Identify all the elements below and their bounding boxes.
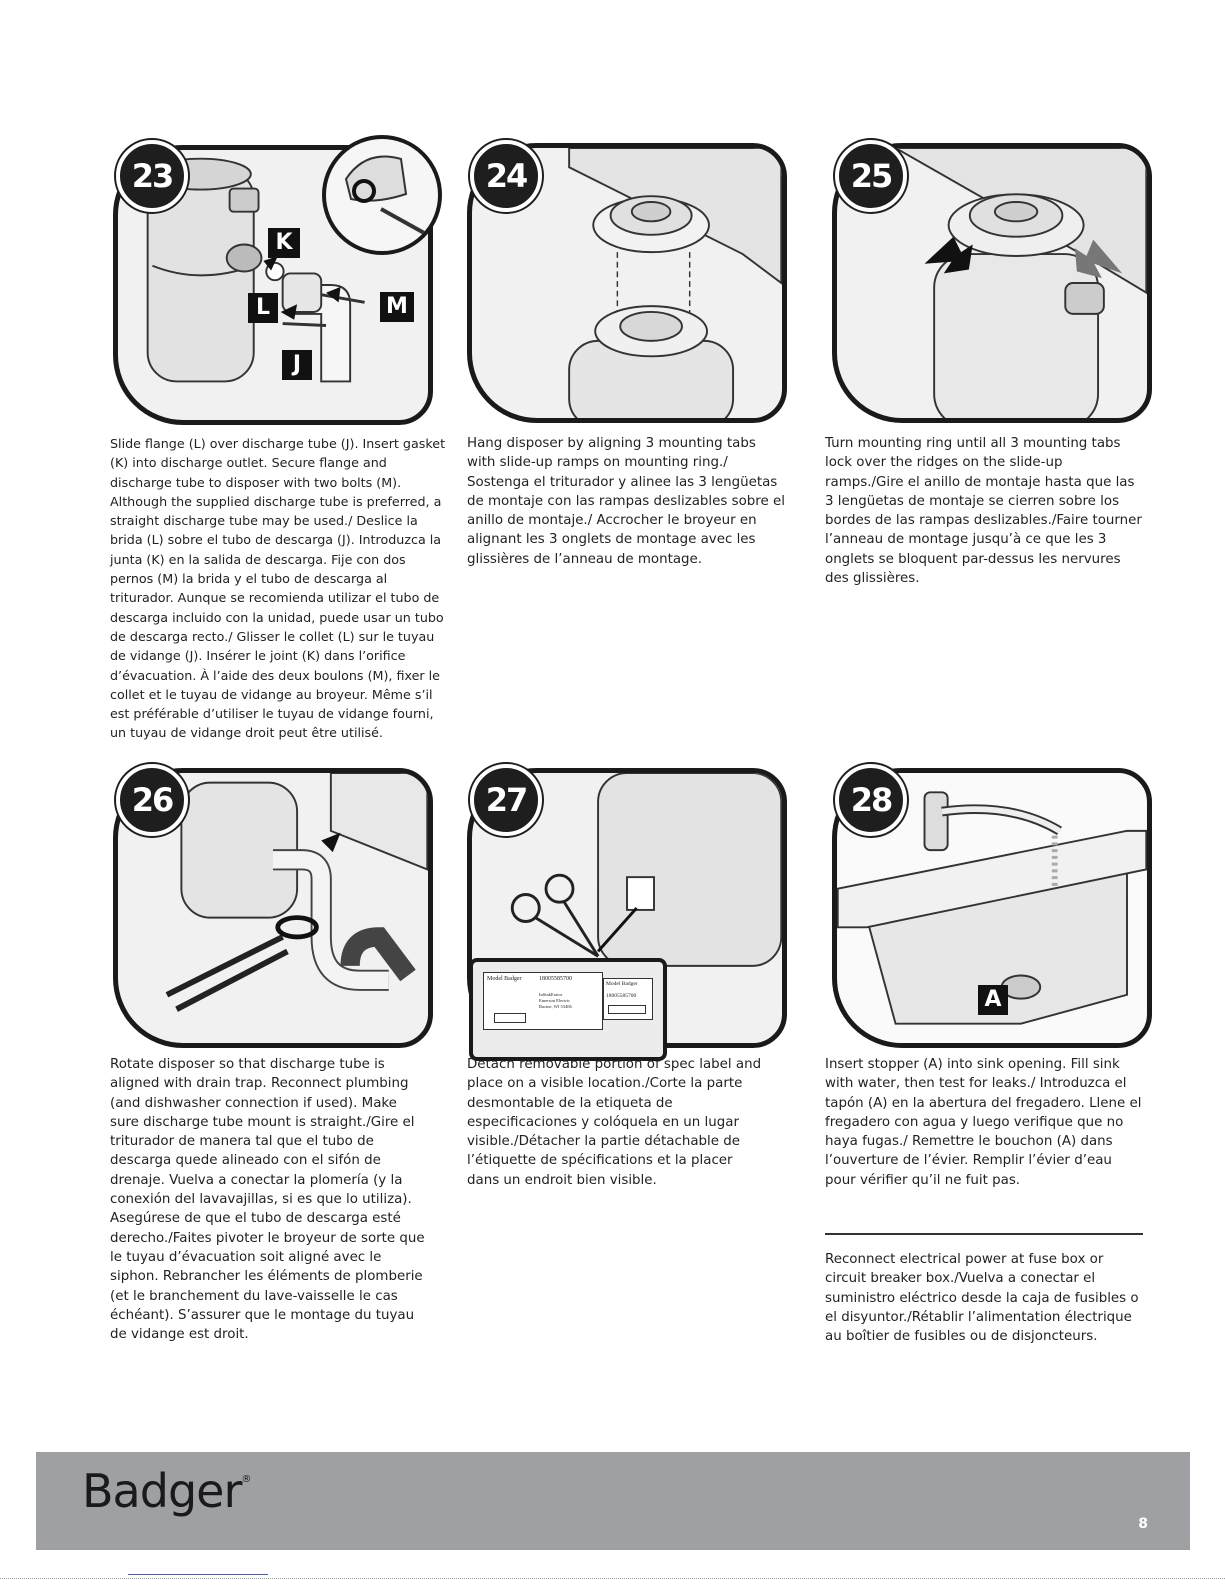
label-m: M <box>380 292 414 322</box>
step-23-text: Slide flange (L) over discharge tube (J). Insert gasket (K) into discharge outlet. Secure flange and discharge tube to disposer with two bolts (M). Although the supplied discharge tube is preferred, a straight discharge tube may be used./ Deslice la brida (L) sobre el tubo de descarga (J). Introduzca la junta (K) en la salida de descarga. Fije con dos pernos (M) la brida y el tubo de descarga al triturador. Aunque se recomienda utilizar el tubo de descarga incluido con la unidad, puede usar un tubo de descarga recto./ Glisser le collet (L) sur le tuyau de vidange (J). Insérer le joint (K) dans l’orifice d’évacuation. À l’aide des deux boulons (M), fixer le collet et le tuyau de vidange au broyeur. Même s’il est préférable d’utiliser le tuyau de vidange fourni, un tuyau de vidange droit peut être utilisé. <box>110 436 446 741</box>
page-footer <box>36 1452 1190 1550</box>
step-28-divider <box>825 1233 1143 1235</box>
tear-off-serial: 18005585700 <box>606 993 637 999</box>
step-26-number-badge: 26 <box>116 764 188 836</box>
step-28-text: Insert stopper (A) into sink opening. Fill sink with water, then test for leaks./ Introduzca el tapón (A) en la abertura del fregadero. Llene el fregadero con agua y luego verifique que no haya fugas./ Remettre le bouchon (A) dans l’ouverture de l’évier. Remplir l’évier d’eau pour vérifier qu’il ne fuit pas. <box>825 1057 1142 1188</box>
label-k: K <box>268 228 300 258</box>
spec-label-card <box>469 958 667 1061</box>
spec-label <box>483 972 603 1030</box>
step-24-number-badge: 24 <box>470 140 542 212</box>
step-27-number-badge: 27 <box>470 764 542 836</box>
spec-label-model: Model Badger <box>487 976 522 982</box>
brand-name: Badger <box>82 1464 242 1518</box>
bottom-divider <box>0 1578 1225 1579</box>
bottom-link-underline <box>128 1574 268 1575</box>
spec-label-serial: 18005585700 <box>539 976 572 982</box>
trademark-symbol: ® <box>241 1474 251 1485</box>
tear-off-barcode <box>608 1005 646 1014</box>
step-27-text: Detach removable portion of spec label and place on a visible location./Corte la parte desmontable de la etiqueta de especificaciones y colóquela en un lugar visible./Détacher la partie détachable de l’étiquette de spécifications et la placer dans un endroit bien visible. <box>467 1057 762 1188</box>
step-23-inset-drawing <box>326 139 438 251</box>
spec-label-line2: Emerson Electric <box>539 998 571 1003</box>
label-a: A <box>978 985 1008 1015</box>
page-number: 8 <box>1138 1516 1148 1532</box>
step-24-text: Hang disposer by aligning 3 mounting tabs with slide-up ramps on mounting ring./ Sostenga el triturador y alinee las 3 lengüetas de montaje con las rampas deslizables sobre el anillo de montaje./ Accrocher le broyeur en alignant les 3 onglets de montage avec les glissières de l’anneau de montage. <box>467 436 785 567</box>
step-23-number-badge: 23 <box>116 140 188 212</box>
tear-off-model: Model Badger <box>606 981 638 987</box>
step-28-text-power: Reconnect electrical power at fuse box or circuit breaker box./Vuelva a conectar el suministro eléctrico desde la caja de fusibles o el disyuntor./Rétablir l’alimentation électrique au boîtier de fusibles ou de disjoncteurs. <box>825 1252 1139 1345</box>
step-23-inset <box>322 135 442 255</box>
step-28-number-badge: 28 <box>835 764 907 836</box>
brand-logo <box>82 1464 250 1518</box>
step-25-text: Turn mounting ring until all 3 mounting tabs lock over the ridges on the slide-up ramps./Gire el anillo de montaje hasta que las 3 lengüetas de montaje se cierren sobre los bordes de las rampas deslizables./Faire tourner l’anneau de montage jusqu’à ce que les 3 onglets se bloquent par-dessus les nervures des glissières. <box>825 436 1142 587</box>
step-26-text: Rotate disposer so that discharge tube is aligned with drain trap. Reconnect plumbing (and dishwasher connection if used). Make sure discharge tube mount is straight./Gire el triturador de manera tal que el tubo de descarga quede alineado con el sifón de drenaje. Vuelva a conectar la plomería (y la conexión del lavavajillas, si es que lo utiliza). Asegúrese de que el tubo de descarga esté derecho./Faites pivoter le broyeur de sorte que le tuyau d’évacuation soit aligné avec le siphon. Rebrancher les éléments de plomberie (et le branchement du lave-vaisselle le cas échéant). S’assurer que le montage du tuyau de vidange est droit. <box>110 1057 425 1343</box>
step-25-number-badge: 25 <box>835 140 907 212</box>
spec-label-line1: InSinkErator <box>539 992 563 997</box>
spec-label-barcode <box>494 1013 526 1023</box>
label-l: L <box>248 293 278 323</box>
label-j: J <box>282 350 312 380</box>
spec-label-line3: Racine, WI 53406 <box>539 1004 572 1009</box>
spec-label-tear-off <box>603 978 653 1020</box>
